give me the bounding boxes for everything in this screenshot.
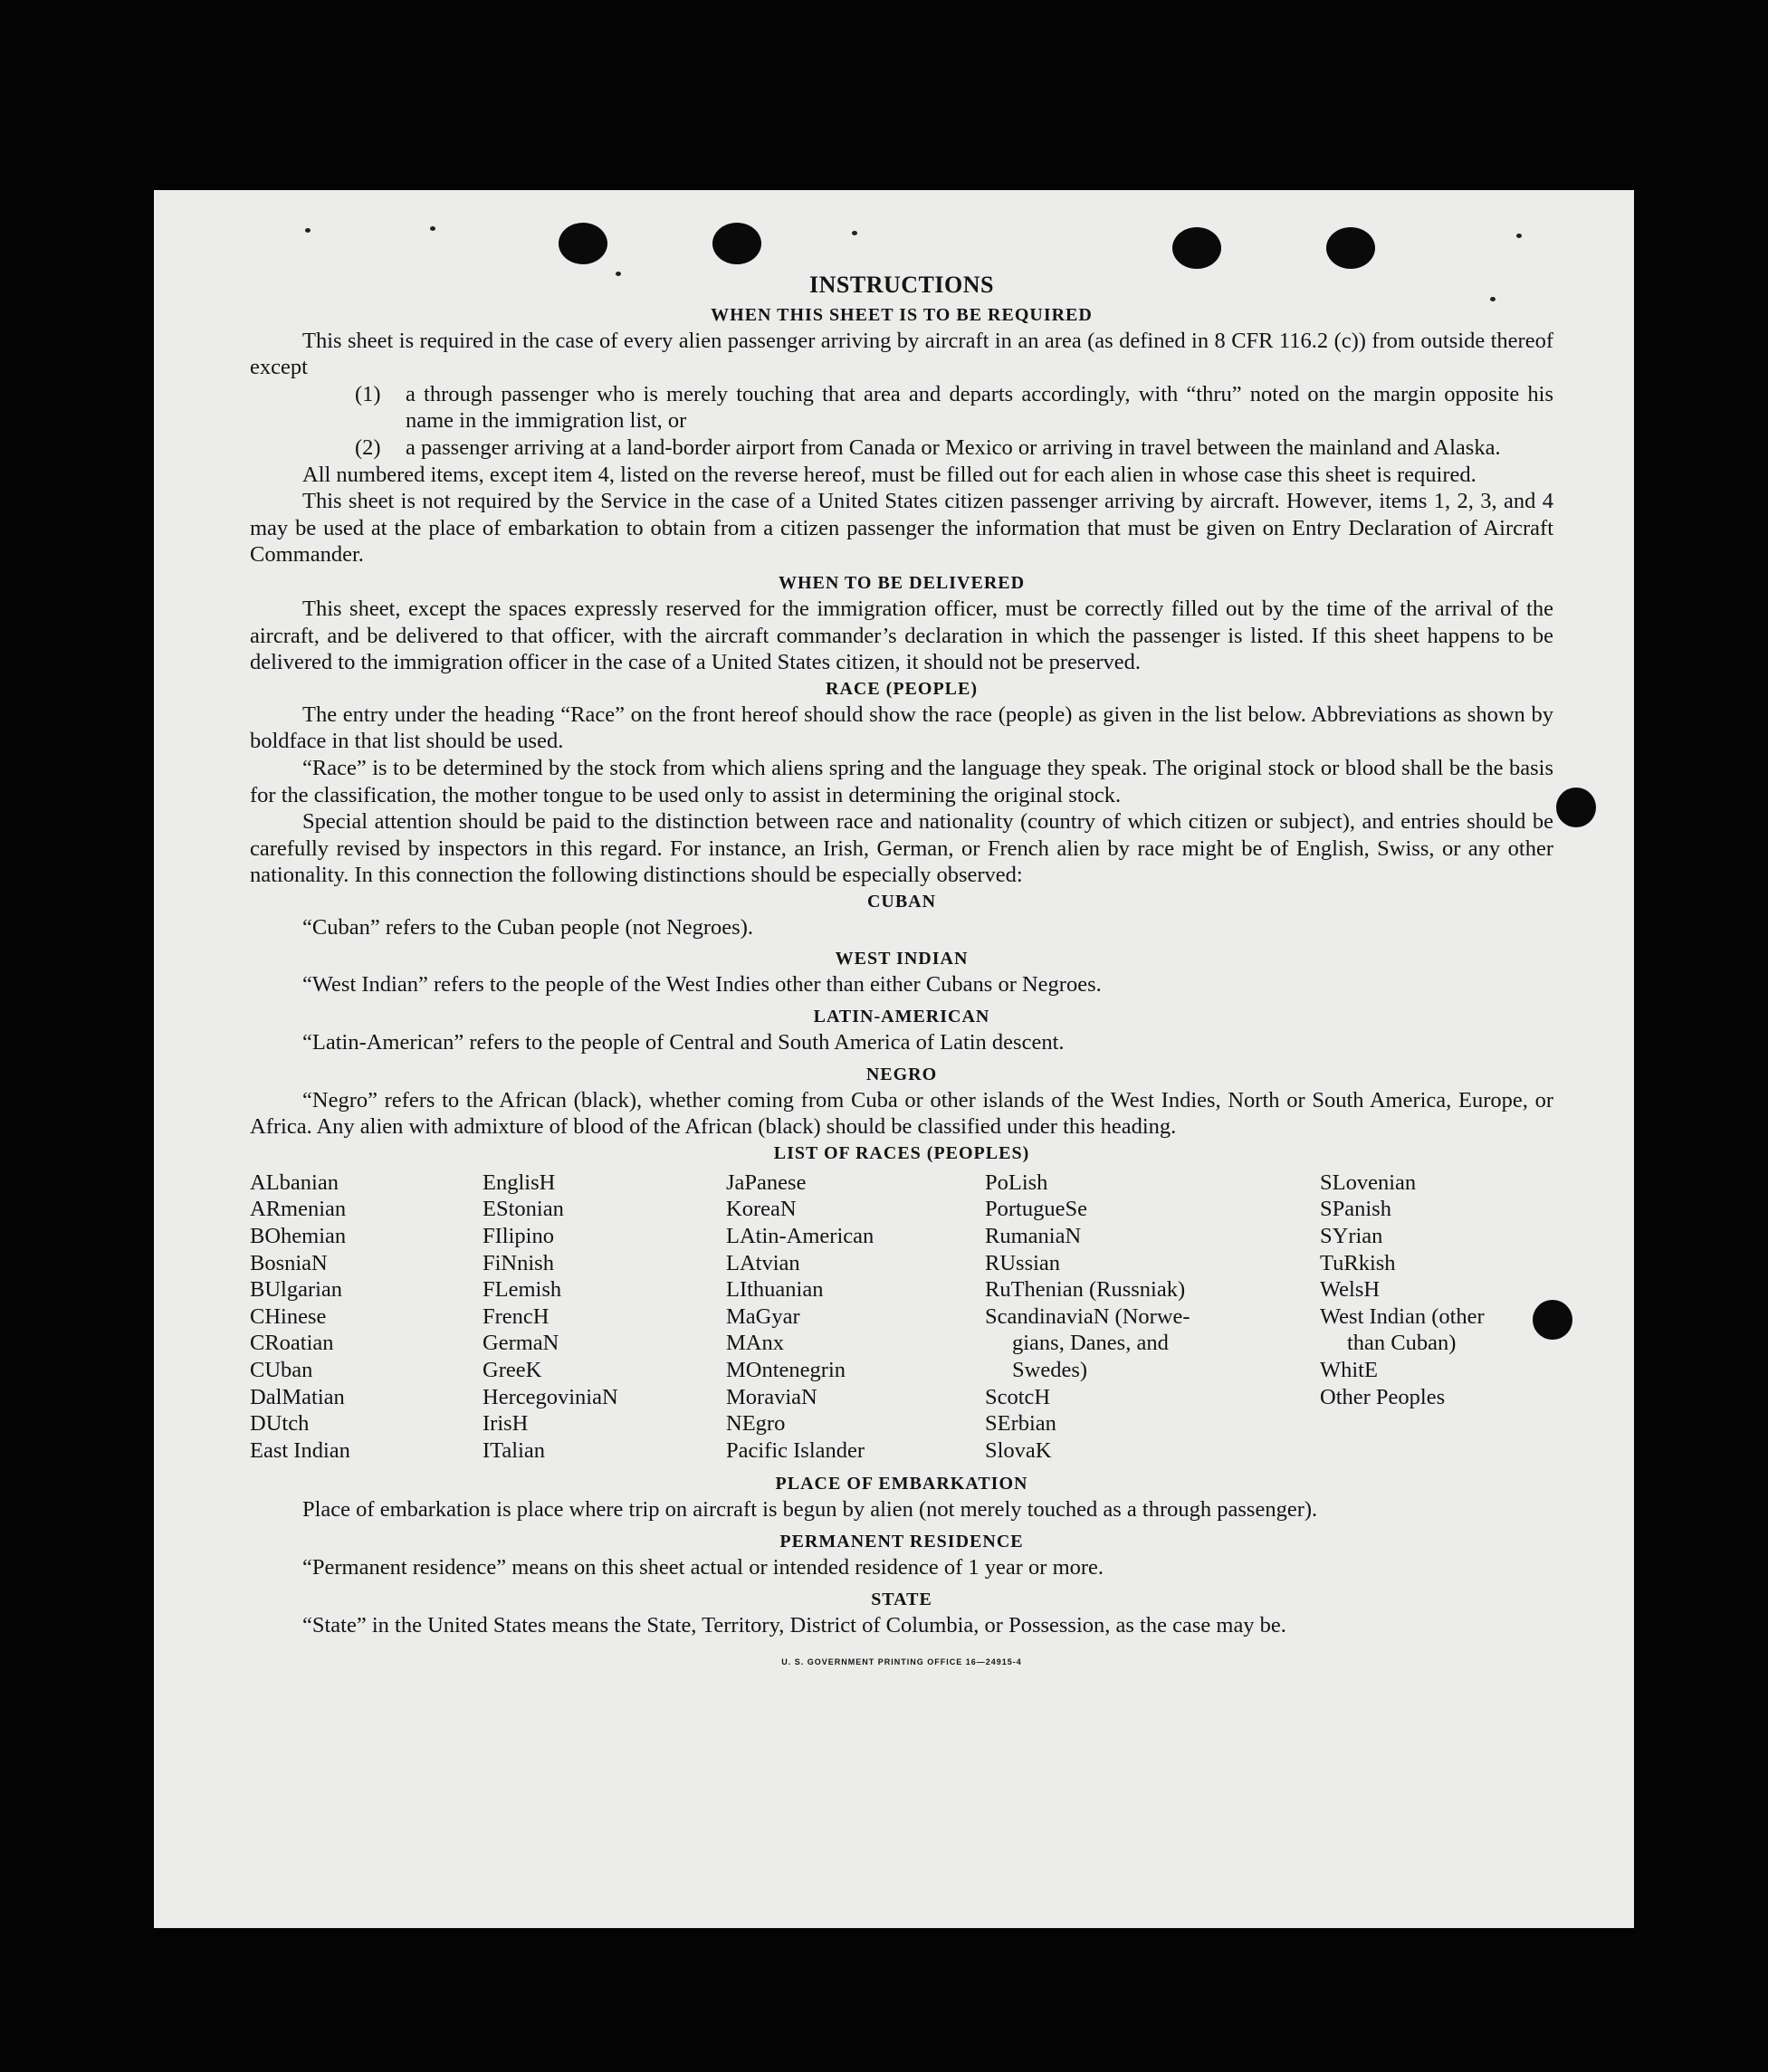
race-entry: BosniaN [250, 1250, 328, 1275]
race-entry: WelsH [1320, 1277, 1381, 1303]
race-entry: MOntenegrin [726, 1358, 846, 1382]
race-column [726, 1170, 985, 1465]
race-entry: SLovenian [1320, 1170, 1417, 1195]
paragraph: “Race” is to be determined by the stock from which aliens spring and the language they speak. The original stock or blood shall be the basis for the classification, the mother tongue to be used only to assist in determining the original stock. [250, 755, 1553, 807]
race-entry: KoreaN [726, 1197, 797, 1222]
race-entry: gians, Danes, and [1012, 1331, 1169, 1356]
race-entry: HercegoviniaN [483, 1384, 618, 1409]
race-entry: BUlgarian [250, 1277, 343, 1303]
section-heading: WEST INDIAN [835, 949, 969, 969]
race-entry: SPanish [1320, 1197, 1391, 1222]
list-item [355, 434, 1553, 462]
instruction-sheet [154, 190, 1634, 1928]
race-entry: ScotcH [985, 1384, 1051, 1409]
item-number: (2) [355, 434, 381, 460]
paragraph: Place of embarkation is place where trip on aircraft is begun by alien (not merely touched as a through passenger). [302, 1497, 1318, 1523]
punch-hole [1326, 227, 1375, 269]
race-entry: FiNnish [483, 1250, 554, 1275]
race-entry: IrisH [483, 1411, 529, 1437]
speck [305, 228, 311, 233]
paragraph: “Latin-American” refers to the people of Central and South America of Latin descent. [302, 1030, 1065, 1055]
item-text: a through passenger who is merely touching that area and departs accordingly, with “thru” noted on the margin opposite his name in the immigration list, or [406, 381, 1553, 434]
race-entry: LIthuanian [726, 1277, 824, 1303]
paragraph: “Permanent residence” means on this sheet actual or intended residence of 1 year or more. [302, 1554, 1104, 1580]
race-entry: ALbanian [250, 1170, 339, 1195]
race-entry: ITalian [483, 1437, 546, 1463]
race-entry: East Indian [250, 1437, 350, 1463]
race-entry: GermaN [483, 1331, 559, 1356]
paragraph: “Cuban” refers to the Cuban people (not Negroes). [302, 914, 753, 940]
punch-hole [559, 223, 607, 264]
race-entry: JaPanese [726, 1170, 807, 1195]
race-entry: West Indian (other [1320, 1303, 1485, 1329]
race-entry: MAnx [726, 1331, 784, 1356]
punch-hole [1172, 227, 1221, 269]
race-entry: MoraviaN [726, 1384, 817, 1409]
paragraph: Special attention should be paid to the distinction between race and nationality (country of which citizen or subject), and entries should be carefully revised by inspectors in this regard. For instance, an Irish, German, or French alien by race might be of English, Swiss, or any other nationality. In this connection the following distinctions should be especially observed: [250, 809, 1553, 888]
race-entry: NEgro [726, 1411, 786, 1437]
instructions-content [250, 272, 1553, 1676]
race-entry: EnglisH [483, 1170, 556, 1195]
race-entry: GreeK [483, 1358, 542, 1382]
section-heading: LATIN-AMERICAN [813, 1007, 990, 1027]
race-entry: PoLish [985, 1170, 1048, 1195]
race-entry: CHinese [250, 1303, 327, 1329]
race-entry: DalMatian [250, 1384, 345, 1409]
speck [852, 231, 857, 235]
speck [1516, 234, 1522, 238]
race-entry: CRoatian [250, 1331, 334, 1356]
race-entry: SlovaK [985, 1437, 1052, 1463]
paragraph: “State” in the United States means the State, Territory, District of Columbia, or Possession, as the case may be. [302, 1612, 1286, 1638]
race-entry: RUssian [985, 1250, 1061, 1275]
paragraph: All numbered items, except item 4, listed on the reverse hereof, must be filled out for each alien in whose case this sheet is required. [302, 462, 1477, 487]
race-entry: CUban [250, 1358, 313, 1382]
race-entry: LAtvian [726, 1250, 800, 1275]
race-entry: ScandinaviaN (Norwe- [985, 1303, 1190, 1329]
race-entry: FIlipino [483, 1224, 554, 1249]
race-entry: BOhemian [250, 1224, 347, 1249]
printer-imprint: U. S. GOVERNMENT PRINTING OFFICE 16—24915-4 [781, 1657, 1022, 1667]
paragraph: This sheet, except the spaces expressly reserved for the immigration officer, must be correctly filled out by the time of the arrival of the aircraft, and be delivered to that officer, with the aircraft commander’s declaration in which the passenger is listed. If this sheet happens to be delivered to the immigration officer in the case of a United States citizen, it should not be preserved. [250, 596, 1553, 675]
paragraph: This sheet is not required by the Service in the case of a United States citizen passenger arriving by aircraft. However, items 1, 2, 3, and 4 may be used at the place of embarkation to obtain from a citizen passenger the information that must be given on Entry Declaration of Aircraft Commander. [250, 489, 1553, 568]
race-column [985, 1170, 1320, 1465]
race-entry: ARmenian [250, 1197, 347, 1222]
race-entry: SErbian [985, 1411, 1056, 1437]
race-entry: TuRkish [1320, 1250, 1396, 1275]
race-entry: FrencH [483, 1303, 550, 1329]
section-heading: WHEN THIS SHEET IS TO BE REQUIRED [711, 304, 1093, 325]
race-column [1320, 1170, 1553, 1465]
page-title: INSTRUCTIONS [809, 272, 994, 298]
section-heading: NEGRO [865, 1064, 938, 1084]
paragraph: “West Indian” refers to the people of the West Indies other than either Cubans or Negroes. [302, 972, 1102, 998]
race-entry: RumaniaN [985, 1224, 1082, 1249]
race-entry: Swedes) [1012, 1358, 1088, 1382]
speck [430, 226, 435, 231]
paragraph: This sheet is required in the case of every alien passenger arriving by aircraft in an area (as defined in 8 CFR 116.2 (c)) from outside thereof except [250, 328, 1553, 380]
race-entry: SYrian [1320, 1224, 1383, 1249]
race-entry: WhitE [1320, 1358, 1378, 1382]
race-entry: than Cuban) [1347, 1331, 1457, 1356]
list-item [355, 381, 1553, 434]
race-column [250, 1170, 483, 1465]
race-entry: DUtch [250, 1411, 310, 1437]
section-heading: WHEN TO BE DELIVERED [778, 572, 1026, 593]
paragraph: The entry under the heading “Race” on the front hereof should show the race (people) as given in the list below. Abbreviations as shown by boldface in that list should be used. [250, 702, 1553, 754]
race-column [483, 1170, 726, 1465]
race-entry: MaGyar [726, 1303, 800, 1329]
race-entry: LAtin-American [726, 1224, 874, 1249]
race-entry: Other Peoples [1320, 1384, 1446, 1409]
race-entry: PortugueSe [985, 1197, 1087, 1222]
section-heading: PLACE OF EMBARKATION [775, 1474, 1028, 1494]
race-list [250, 1170, 1553, 1465]
section-heading: LIST OF RACES (PEOPLES) [773, 1142, 1030, 1163]
race-entry: Pacific Islander [726, 1437, 865, 1463]
punch-hole [1556, 788, 1596, 827]
item-text: a passenger arriving at a land-border airport from Canada or Mexico or arriving in travel between the mainland and Alaska. [406, 434, 1501, 460]
race-entry: FLemish [483, 1277, 562, 1303]
race-entry: EStonian [483, 1197, 564, 1222]
race-entry: RuThenian (Russniak) [985, 1277, 1186, 1303]
section-heading: PERMANENT RESIDENCE [779, 1531, 1024, 1552]
section-heading: STATE [871, 1589, 932, 1609]
paragraph: “Negro” refers to the African (black), whether coming from Cuba or other islands of the West Indies, North or South America, Europe, or Africa. Any alien with admixture of blood of the African (black) should be classified under this heading. [250, 1087, 1553, 1140]
item-number: (1) [355, 381, 381, 406]
section-heading: CUBAN [866, 891, 937, 912]
section-heading: RACE (PEOPLE) [826, 678, 978, 699]
punch-hole [712, 223, 761, 264]
